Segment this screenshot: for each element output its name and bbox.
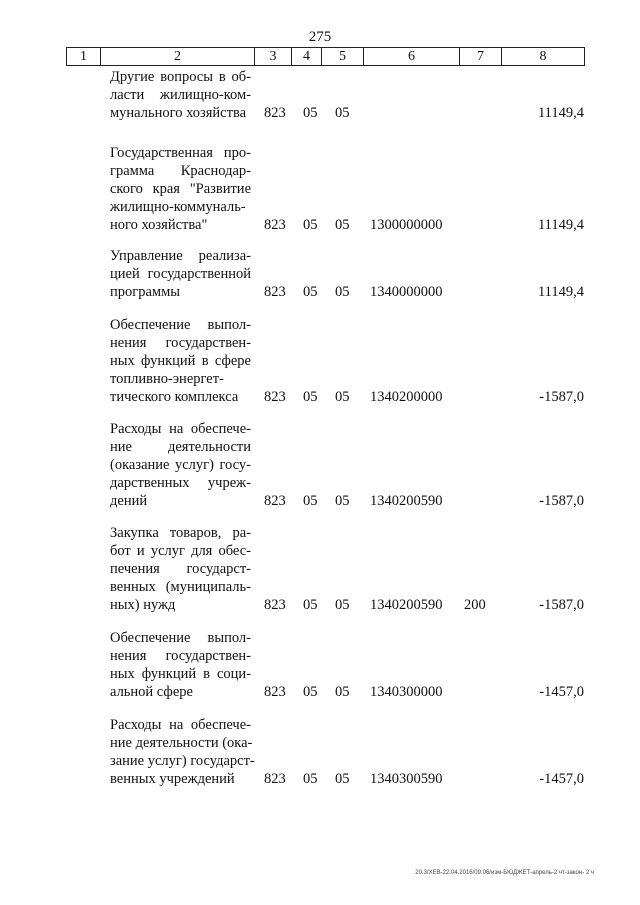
row-name-line: Управление реализа-	[110, 248, 251, 264]
cell-section: 05	[303, 493, 318, 509]
row-name	[110, 144, 251, 234]
cell-subsection: 05	[335, 105, 350, 121]
cell-amount: -1587,0	[539, 493, 584, 509]
row-name-line: тического комплекса	[110, 389, 239, 405]
row-name-line: печения государст-	[110, 561, 251, 577]
cell-target-article: 1340300590	[370, 771, 443, 787]
table-header	[66, 47, 585, 66]
row-name-line: ного хозяйства"	[110, 217, 208, 233]
column-header-7: 7	[459, 48, 501, 65]
row-name-line: альной сфере	[110, 684, 193, 700]
row-name-line: (оказание услуг) госу-	[110, 457, 251, 473]
cell-ved-code: 823	[264, 389, 286, 405]
row-name	[110, 629, 251, 701]
cell-section: 05	[303, 389, 318, 405]
row-name-line: нения государствен-	[110, 648, 251, 664]
row-name	[110, 716, 255, 788]
row-name-line: ского края "Развитие	[110, 181, 251, 197]
cell-subsection: 05	[335, 217, 350, 233]
row-name-line: Расходы на обеспече-	[110, 717, 251, 733]
row-name-line: зание услуг) государст-	[110, 753, 255, 769]
row-name-line: ных функций в соци-	[110, 666, 251, 682]
row-name-line: Обеспечение выпол-	[110, 630, 251, 646]
row-name-line: жилищно-коммуналь-	[110, 199, 246, 215]
cell-ved-code: 823	[264, 217, 286, 233]
row-name-line: ласти жилищно-ком-	[110, 87, 251, 103]
page-number: 275	[308, 29, 332, 45]
row-name-line: Обеспечение выпол-	[110, 317, 251, 333]
row-name	[110, 420, 251, 510]
cell-ved-code: 823	[264, 771, 286, 787]
cell-amount: -1587,0	[539, 389, 584, 405]
cell-section: 05	[303, 684, 318, 700]
row-name-line: ных функций в сфере	[110, 353, 251, 369]
row-name-line: Государственная про-	[110, 145, 251, 161]
cell-target-article: 1340300000	[370, 684, 443, 700]
row-name-line: цией государственной	[110, 266, 251, 282]
row-name-line: топливно-энергет-	[110, 371, 224, 387]
column-header-8: 8	[501, 48, 585, 65]
cell-subsection: 05	[335, 493, 350, 509]
row-name-line: программы	[110, 284, 180, 300]
row-name-line: грамма Краснодар-	[110, 163, 251, 179]
cell-target-article: 1340200590	[370, 493, 443, 509]
column-header-3: 3	[254, 48, 291, 65]
cell-section: 05	[303, 105, 318, 121]
row-name-line: дений	[110, 493, 148, 509]
row-name-line: ных) нужд	[110, 597, 176, 613]
cell-ved-code: 823	[264, 684, 286, 700]
cell-target-article: 1340200000	[370, 389, 443, 405]
row-name	[110, 316, 251, 406]
cell-ved-code: 823	[264, 493, 286, 509]
cell-amount: -1457,0	[539, 684, 584, 700]
row-name	[110, 247, 251, 301]
row-name-line: мунального хозяйства	[110, 105, 247, 121]
cell-section: 05	[303, 217, 318, 233]
footer-file-path: 20.3/ХЕВ-22.04.2016/09.06/изм-БЮДЖЕТ-апрель-2 чт-закон- 2 ч	[415, 870, 594, 876]
row-name-line: нения государствен-	[110, 335, 251, 351]
row-name-line: дарственных учреж-	[110, 475, 251, 491]
row-name	[110, 68, 251, 122]
cell-amount: -1587,0	[539, 597, 584, 613]
cell-subsection: 05	[335, 597, 350, 613]
row-name-line: бот и услуг для обес-	[110, 543, 251, 559]
cell-amount: 11149,4	[537, 105, 584, 121]
cell-amount: -1457,0	[539, 771, 584, 787]
cell-section: 05	[303, 597, 318, 613]
row-name-line: венных (муниципаль-	[110, 579, 251, 595]
row-name-line: ние деятельности (ока-	[110, 735, 253, 751]
row-name-line: ние деятельности	[110, 439, 251, 455]
row-name-line: Закупка товаров, ра-	[110, 525, 251, 541]
column-header-6: 6	[363, 48, 459, 65]
row-name-line: Расходы на обеспече-	[110, 421, 251, 437]
cell-ved-code: 823	[264, 597, 286, 613]
cell-section: 05	[303, 771, 318, 787]
cell-amount: 11149,4	[537, 284, 584, 300]
row-name-line: Другие вопросы в об-	[110, 69, 251, 85]
cell-ved-code: 823	[264, 105, 286, 121]
cell-target-article: 1300000000	[370, 217, 443, 233]
column-header-4: 4	[291, 48, 321, 65]
cell-target-article: 1340000000	[370, 284, 443, 300]
cell-section: 05	[303, 284, 318, 300]
column-header-2: 2	[100, 48, 254, 65]
cell-subsection: 05	[335, 771, 350, 787]
cell-amount: 11149,4	[537, 217, 584, 233]
cell-expense-type: 200	[464, 597, 486, 613]
cell-subsection: 05	[335, 389, 350, 405]
cell-target-article: 1340200590	[370, 597, 443, 613]
cell-subsection: 05	[335, 284, 350, 300]
column-header-1: 1	[66, 48, 100, 65]
column-header-5: 5	[321, 48, 363, 65]
row-name	[110, 524, 251, 614]
row-name-line: венных учреждений	[110, 771, 235, 787]
cell-subsection: 05	[335, 684, 350, 700]
cell-ved-code: 823	[264, 284, 286, 300]
